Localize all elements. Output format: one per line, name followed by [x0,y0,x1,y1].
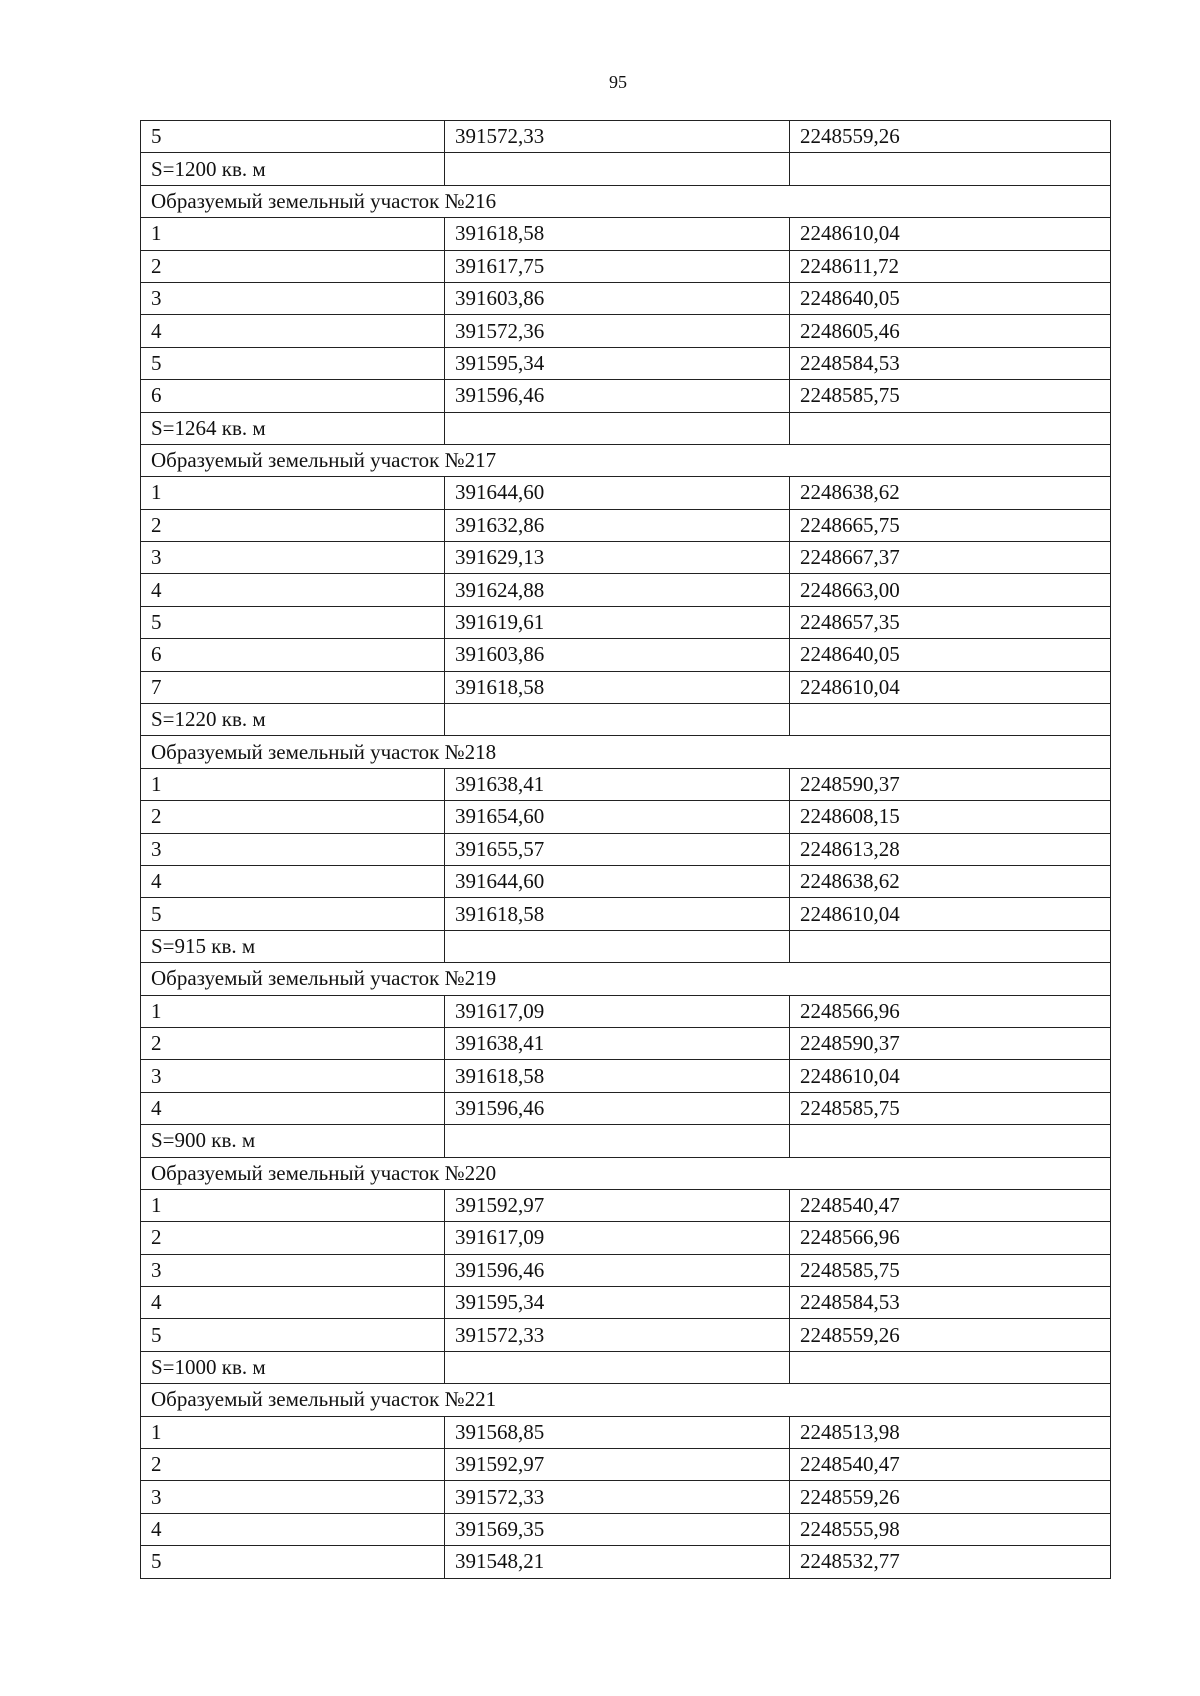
table-row [141,250,1111,282]
point-number-cell: 5 [141,606,445,638]
table-row [141,1513,1111,1545]
x-coordinate-cell: 391638,41 [445,1027,790,1059]
x-coordinate-cell: 391596,46 [445,1092,790,1124]
table-row [141,542,1111,574]
y-coordinate-cell: 2248532,77 [790,1546,1111,1578]
x-coordinate-cell: 391624,88 [445,574,790,606]
y-coordinate-cell: 2248640,05 [790,282,1111,314]
y-coordinate-cell: 2248559,26 [790,1481,1111,1513]
table-row [141,1481,1111,1513]
x-coordinate-cell: 391618,58 [445,898,790,930]
x-coordinate-cell: 391596,46 [445,1254,790,1286]
y-coordinate-cell: 2248559,26 [790,1319,1111,1351]
empty-cell [790,153,1111,185]
point-number-cell: 4 [141,1513,445,1545]
x-coordinate-cell: 391595,34 [445,347,790,379]
x-coordinate-cell: 391603,86 [445,282,790,314]
y-coordinate-cell: 2248605,46 [790,315,1111,347]
y-coordinate-cell: 2248584,53 [790,347,1111,379]
point-number-cell: 5 [141,898,445,930]
area-row [141,704,1111,736]
page-number: 95 [609,72,627,92]
x-coordinate-cell: 391655,57 [445,833,790,865]
point-number-cell: 4 [141,315,445,347]
x-coordinate-cell: 391572,33 [445,121,790,153]
table-row [141,865,1111,897]
point-number-cell: 2 [141,1449,445,1481]
y-coordinate-cell: 2248590,37 [790,1027,1111,1059]
area-cell: S=1200 кв. м [141,153,445,185]
x-coordinate-cell: 391592,97 [445,1189,790,1221]
section-title: Образуемый земельный участок №218 [141,736,1111,768]
x-coordinate-cell: 391629,13 [445,542,790,574]
empty-cell [790,412,1111,444]
point-number-cell: 2 [141,1027,445,1059]
y-coordinate-cell: 2248513,98 [790,1416,1111,1448]
section-title-row [141,963,1111,995]
y-coordinate-cell: 2248540,47 [790,1189,1111,1221]
x-coordinate-cell: 391592,97 [445,1449,790,1481]
x-coordinate-cell: 391548,21 [445,1546,790,1578]
area-cell: S=915 кв. м [141,930,445,962]
area-row [141,1351,1111,1383]
area-cell: S=1264 кв. м [141,412,445,444]
y-coordinate-cell: 2248640,05 [790,639,1111,671]
x-coordinate-cell: 391603,86 [445,639,790,671]
y-coordinate-cell: 2248611,72 [790,250,1111,282]
table-row [141,1319,1111,1351]
table-row [141,1546,1111,1578]
point-number-cell: 2 [141,1222,445,1254]
x-coordinate-cell: 391644,60 [445,865,790,897]
table-row [141,898,1111,930]
table-row [141,380,1111,412]
area-row [141,930,1111,962]
table-row [141,801,1111,833]
point-number-cell: 5 [141,1319,445,1351]
y-coordinate-cell: 2248590,37 [790,768,1111,800]
table-row [141,1189,1111,1221]
section-title: Образуемый земельный участок №216 [141,185,1111,217]
point-number-cell: 4 [141,574,445,606]
x-coordinate-cell: 391596,46 [445,380,790,412]
y-coordinate-cell: 2248613,28 [790,833,1111,865]
point-number-cell: 2 [141,801,445,833]
y-coordinate-cell: 2248665,75 [790,509,1111,541]
area-cell: S=1220 кв. м [141,704,445,736]
x-coordinate-cell: 391644,60 [445,477,790,509]
table-row [141,995,1111,1027]
point-number-cell: 1 [141,218,445,250]
x-coordinate-cell: 391654,60 [445,801,790,833]
x-coordinate-cell: 391617,75 [445,250,790,282]
point-number-cell: 3 [141,542,445,574]
y-coordinate-cell: 2248610,04 [790,671,1111,703]
table-row [141,833,1111,865]
point-number-cell: 1 [141,477,445,509]
y-coordinate-cell: 2248566,96 [790,995,1111,1027]
y-coordinate-cell: 2248610,04 [790,898,1111,930]
y-coordinate-cell: 2248663,00 [790,574,1111,606]
point-number-cell: 3 [141,282,445,314]
table-row [141,1287,1111,1319]
y-coordinate-cell: 2248585,75 [790,1254,1111,1286]
table-row [141,606,1111,638]
table-row [141,1416,1111,1448]
point-number-cell: 5 [141,1546,445,1578]
table-row [141,121,1111,153]
point-number-cell: 6 [141,639,445,671]
section-title-row [141,1384,1111,1416]
point-number-cell: 1 [141,1416,445,1448]
y-coordinate-cell: 2248638,62 [790,865,1111,897]
empty-cell [445,1351,790,1383]
area-row [141,1125,1111,1157]
area-cell: S=900 кв. м [141,1125,445,1157]
x-coordinate-cell: 391618,58 [445,1060,790,1092]
table-row [141,639,1111,671]
point-number-cell: 1 [141,768,445,800]
coordinates-table-body [141,121,1111,1579]
y-coordinate-cell: 2248584,53 [790,1287,1111,1319]
section-title: Образуемый земельный участок №219 [141,963,1111,995]
table-row [141,315,1111,347]
x-coordinate-cell: 391572,33 [445,1481,790,1513]
section-title-row [141,185,1111,217]
x-coordinate-cell: 391617,09 [445,995,790,1027]
coordinates-table [140,120,1111,1579]
area-row [141,412,1111,444]
x-coordinate-cell: 391572,36 [445,315,790,347]
x-coordinate-cell: 391617,09 [445,1222,790,1254]
point-number-cell: 2 [141,509,445,541]
y-coordinate-cell: 2248559,26 [790,121,1111,153]
table-row [141,574,1111,606]
point-number-cell: 3 [141,833,445,865]
table-row [141,671,1111,703]
point-number-cell: 3 [141,1481,445,1513]
table-row [141,218,1111,250]
area-row [141,153,1111,185]
y-coordinate-cell: 2248638,62 [790,477,1111,509]
point-number-cell: 7 [141,671,445,703]
table-row [141,1060,1111,1092]
y-coordinate-cell: 2248585,75 [790,380,1111,412]
empty-cell [790,704,1111,736]
x-coordinate-cell: 391632,86 [445,509,790,541]
y-coordinate-cell: 2248555,98 [790,1513,1111,1545]
y-coordinate-cell: 2248585,75 [790,1092,1111,1124]
empty-cell [445,153,790,185]
y-coordinate-cell: 2248610,04 [790,218,1111,250]
x-coordinate-cell: 391618,58 [445,671,790,703]
x-coordinate-cell: 391572,33 [445,1319,790,1351]
x-coordinate-cell: 391595,34 [445,1287,790,1319]
x-coordinate-cell: 391618,58 [445,218,790,250]
table-row [141,768,1111,800]
point-number-cell: 1 [141,995,445,1027]
y-coordinate-cell: 2248610,04 [790,1060,1111,1092]
area-cell: S=1000 кв. м [141,1351,445,1383]
section-title: Образуемый земельный участок №217 [141,444,1111,476]
section-title: Образуемый земельный участок №221 [141,1384,1111,1416]
x-coordinate-cell: 391619,61 [445,606,790,638]
empty-cell [790,1125,1111,1157]
table-row [141,1254,1111,1286]
table-row [141,347,1111,379]
y-coordinate-cell: 2248608,15 [790,801,1111,833]
y-coordinate-cell: 2248566,96 [790,1222,1111,1254]
empty-cell [790,930,1111,962]
section-title: Образуемый земельный участок №220 [141,1157,1111,1189]
point-number-cell: 2 [141,250,445,282]
point-number-cell: 1 [141,1189,445,1221]
point-number-cell: 3 [141,1060,445,1092]
y-coordinate-cell: 2248657,35 [790,606,1111,638]
y-coordinate-cell: 2248540,47 [790,1449,1111,1481]
section-title-row [141,736,1111,768]
x-coordinate-cell: 391638,41 [445,768,790,800]
empty-cell [445,930,790,962]
table-row [141,509,1111,541]
table-row [141,477,1111,509]
point-number-cell: 5 [141,347,445,379]
section-title-row [141,1157,1111,1189]
point-number-cell: 6 [141,380,445,412]
table-row [141,1092,1111,1124]
point-number-cell: 4 [141,865,445,897]
table-row [141,1222,1111,1254]
point-number-cell: 3 [141,1254,445,1286]
empty-cell [790,1351,1111,1383]
table-row [141,282,1111,314]
table-row [141,1027,1111,1059]
point-number-cell: 4 [141,1092,445,1124]
point-number-cell: 5 [141,121,445,153]
empty-cell [445,1125,790,1157]
x-coordinate-cell: 391569,35 [445,1513,790,1545]
point-number-cell: 4 [141,1287,445,1319]
section-title-row [141,444,1111,476]
empty-cell [445,412,790,444]
table-row [141,1449,1111,1481]
y-coordinate-cell: 2248667,37 [790,542,1111,574]
x-coordinate-cell: 391568,85 [445,1416,790,1448]
empty-cell [445,704,790,736]
